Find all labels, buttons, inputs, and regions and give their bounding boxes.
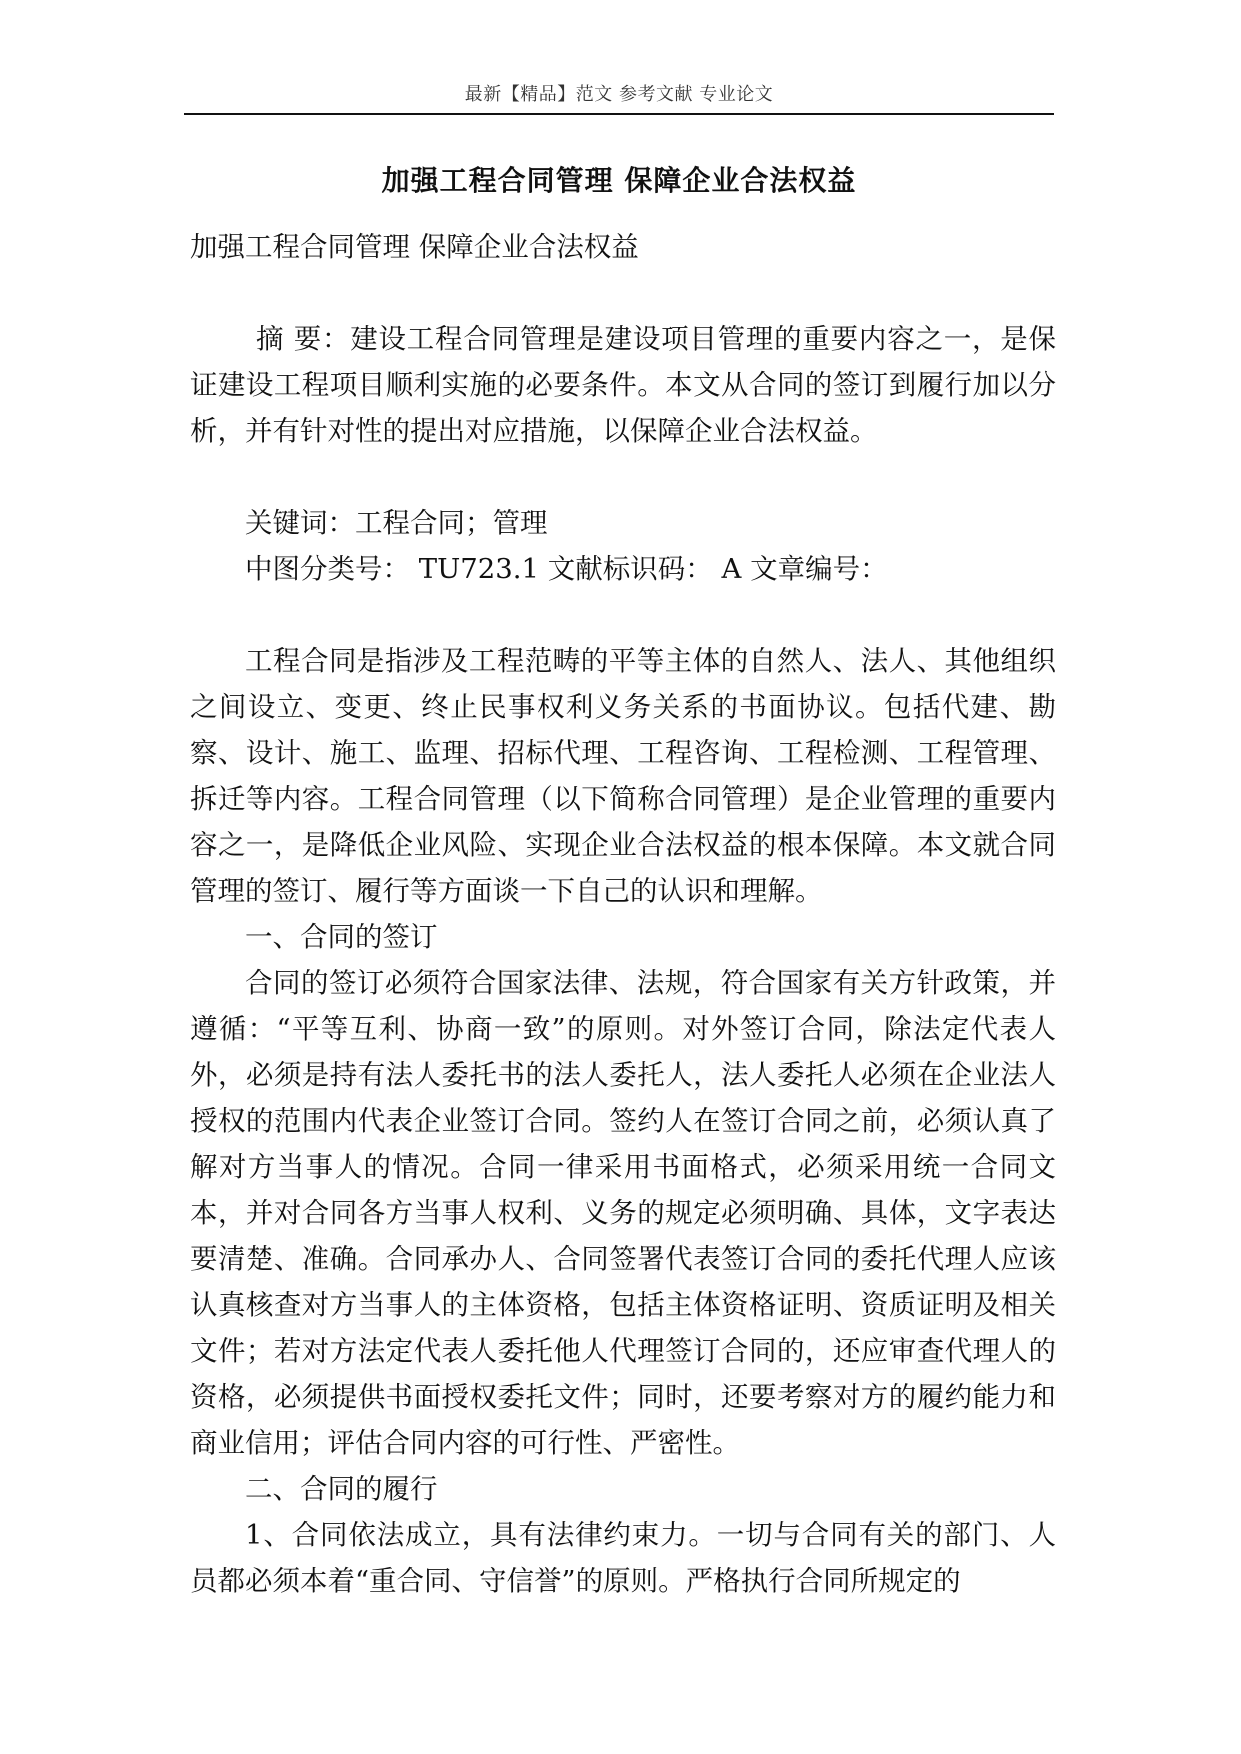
keywords-line: 关键词：工程合同；管理: [245, 507, 548, 539]
header-rule: [184, 113, 1054, 115]
body-paragraph-performance: 1、合同依法成立，具有法律约束力。一切与合同有关的部门、人员都必须本着“重合同、守信誉”的原则。严格执行合同所规定的: [190, 1519, 1056, 1597]
section-heading-signing: 一、合同的签订: [245, 921, 438, 953]
document-title: 加强工程合同管理 保障企业合法权益: [381, 164, 857, 197]
classification-line: 中图分类号： TU723.1 文献标识码： A 文章编号：: [245, 553, 888, 585]
abstract-paragraph: 摘 要：建设工程合同管理是建设项目管理的重要内容之一，是保证建设工程项目顺利实施的必要条件。本文从合同的签订到履行加以分析，并有针对性的提出对应措施，以保障企业合法权益。: [190, 323, 1056, 447]
body-paragraph-signing: 合同的签订必须符合国家法律、法规，符合国家有关方针政策，并遵循：“平等互利、协商一致”的原则。对外签订合同，除法定代表人外，必须是持有法人委托书的法人委托人，法人委托人必须在企业法人授权的范围内代表企业签订合同。签约人在签订合同之前，必须认真了解对方当事人的情况。合同一律采用书面格式，必须采用统一合同文本，并对合同各方当事人权利、义务的规定必须明确、具体，文字表达要清楚、准确。合同承办人、合同签署代表签订合同的委托代理人应该认真核查对方当事人的主体资格，包括主体资格证明、资质证明及相关文件；若对方法定代表人委托他人代理签订合同的，还应审查代理人的资格，必须提供书面授权委托文件；同时，还要考察对方的履约能力和商业信用；评估合同内容的可行性、严密性。: [190, 967, 1056, 1459]
document-subtitle: 加强工程合同管理 保障企业合法权益: [190, 231, 639, 263]
body-paragraph-intro: 工程合同是指涉及工程范畴的平等主体的自然人、法人、其他组织之间设立、变更、终止民事权利义务关系的书面协议。包括代建、勘察、设计、施工、监理、招标代理、工程咨询、工程检测、工程管理、拆迁等内容。工程合同管理（以下简称合同管理）是企业管理的重要内容之一，是降低企业风险、实现企业合法权益的根本保障。本文就合同管理的签订、履行等方面谈一下自己的认识和理解。: [190, 645, 1056, 907]
section-heading-performance: 二、合同的履行: [245, 1473, 438, 1505]
document-body: [190, 224, 1056, 1604]
page-header: 最新【精品】范文 参考文献 专业论文: [464, 84, 774, 105]
